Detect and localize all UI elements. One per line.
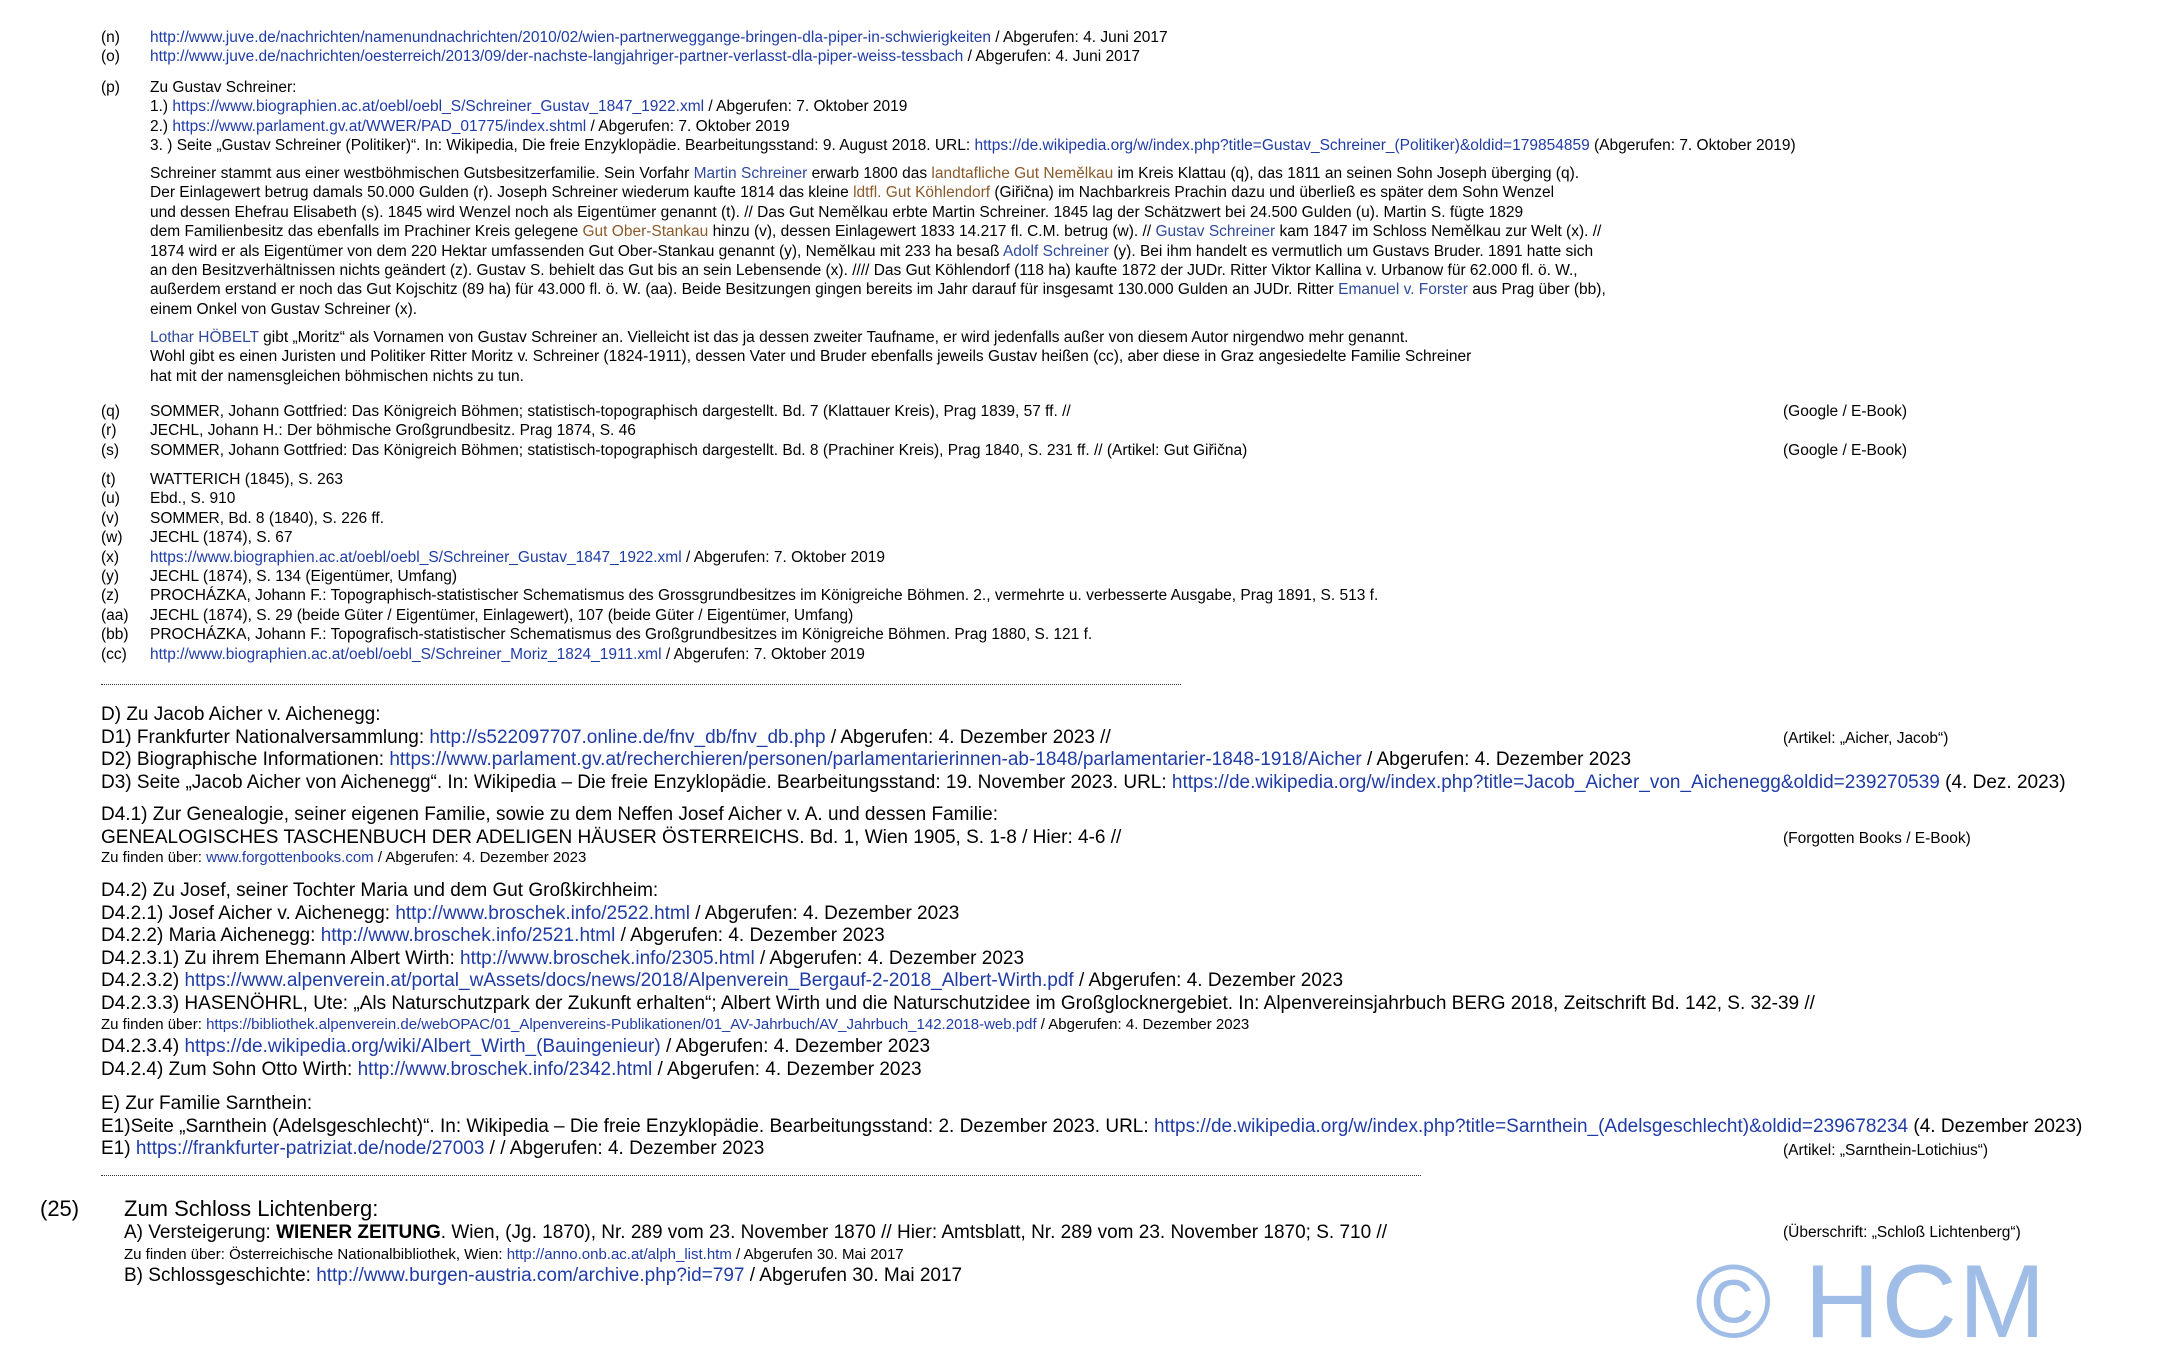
d3-link[interactable]: https://de.wikipedia.org/w/index.php?title=Jacob_Aicher_von_Aichenegg&oldid=239270539 [1171, 771, 1940, 793]
e1b-prefix: E1) [101, 1138, 136, 1160]
ref-text [150, 567, 457, 586]
ref-label: (bb) [101, 626, 129, 644]
item-prefix: D4.2.3.4) [101, 1036, 185, 1057]
ref-label: (w) [101, 529, 123, 547]
text-run: 1874 wird er als Eigentümer von dem 220 Hektar umfassenden Gut Ober-Stankau genannt (y), Nemělkau mit 233 ha besaß [150, 242, 1003, 260]
highlighted-name[interactable]: Adolf Schreiner [1002, 242, 1109, 260]
item-link[interactable]: http://www.broschek.info/2305.html [460, 947, 755, 969]
copyright-watermark: © HCM [1695, 1244, 2048, 1360]
d422-line [101, 925, 885, 948]
ref-n [0, 28, 2182, 47]
ref-suffix: JECHL (1874), S. 134 (Eigentümer, Umfang) [150, 567, 457, 585]
item-prefix: 2.) [150, 117, 173, 135]
reference-row [0, 402, 2182, 421]
e1b-suffix: / / Abgerufen: 4. Dezember 2023 [484, 1138, 765, 1160]
d3-suffix: (4. Dez. 2023) [1939, 771, 2066, 793]
paragraph-line [150, 367, 1471, 386]
d42-heading: D4.2) Zu Josef, seiner Tochter Maria und dem Gut Großkirchheim: [101, 880, 659, 901]
ref-source-note: (Google / E-Book) [1783, 403, 1908, 420]
ref-link[interactable]: http://www.juve.de/nachrichten/oesterreich/2013/09/der-nachste-langjahriger-partner-verlasst-dla-piper-weiss-tessbach [150, 48, 964, 66]
item-suffix: / Abgerufen: 4. Dezember 2023 [754, 947, 1025, 969]
find-link[interactable]: www.forgottenbooks.com [206, 849, 374, 866]
d41-find [101, 849, 586, 867]
ref-label: (z) [101, 587, 120, 605]
b-suffix: / Abgerufen 30. Mai 2017 [744, 1265, 963, 1286]
d41-note: (Forgotten Books / E-Book) [1783, 830, 1971, 847]
text-run: (Giřična) im Nachbarkreis Prachin dazu und überließ es später dem Sohn Wenzel [990, 184, 1555, 202]
item-prefix: D4.2.2) Maria Aichenegg: [101, 925, 321, 947]
ref-suffix: PROCHÁZKA, Johann F.: Topografisch-statistischer Schematismus des Großgrundbesitzes im Königreiche Böhmen. Prag 1880, S. 121 f. [150, 626, 1093, 644]
ref-suffix: Ebd., S. 910 [150, 490, 236, 508]
dotted-separator [101, 1175, 1421, 1176]
section-25-heading: Zum Schloss Lichtenberg: [124, 1196, 379, 1221]
ref-label: (y) [101, 567, 120, 585]
ref-label: (u) [101, 490, 120, 508]
a-suffix: . Wien, (Jg. 1870), Nr. 289 vom 23. November 1870 // Hier: Amtsblatt, Nr. 289 vom 23. November 1870; S. 710 // [440, 1222, 1387, 1243]
s25-a-line [124, 1222, 1387, 1245]
reference-row [0, 548, 2182, 567]
d421-line [101, 903, 959, 926]
ref-suffix: WATTERICH (1845), S. 263 [150, 471, 343, 488]
b-prefix: B) Schlossgeschichte: [124, 1265, 317, 1286]
ref-label: (aa) [101, 606, 129, 624]
dotted-separator [101, 684, 1181, 685]
paragraph-line [150, 280, 1606, 299]
section-d-heading: D) Zu Jacob Aicher v. Aichenegg: [101, 704, 381, 725]
d424-line [101, 1059, 922, 1082]
item-suffix: / Abgerufen: 4. Dezember 2023 [660, 1036, 931, 1057]
e1a-suffix: (4. Dezember 2023) [1908, 1115, 2083, 1137]
ref-text [150, 606, 853, 625]
ref-source-note: (Google / E-Book) [1783, 441, 1908, 459]
ref-label: (v) [101, 509, 120, 527]
ref-link[interactable]: http://www.juve.de/nachrichten/namenundnachrichten/2010/02/wien-partnerweggange-bringen-dla-piper-in-schwierigkeiten [150, 29, 991, 46]
ref-o [0, 47, 2182, 66]
text-run: im Kreis Klattau (q), das 1811 an seinen Sohn Joseph überging (q). [1113, 165, 1580, 182]
d41-title: GENEALOGISCHES TASCHENBUCH DER ADELIGEN HÄUSER ÖSTERREICHS. Bd. 1, Wien 1905, S. 1-8 / Hier: 4-6 // [101, 826, 1122, 848]
ref-suffix: / Abgerufen: 7. Oktober 2019 [661, 645, 865, 663]
item-prefix: 3. ) Seite „Gustav Schreiner (Politiker)“. In: Wikipedia, Die freie Enzyklopädie. Bearbeitungsstand: 9. August 2018. URL: [150, 137, 975, 155]
ref-p-item-3 [0, 136, 2182, 155]
ref-p-block [0, 78, 2182, 156]
ref-label: (n) [101, 29, 120, 46]
paragraph-line [150, 164, 1606, 183]
ref-text [150, 528, 292, 547]
highlighted-name[interactable]: Emanuel v. Forster [1338, 281, 1468, 299]
text-run: Schreiner stammt aus einer westböhmischen Gutsbesitzerfamilie. Sein Vorfahr [150, 165, 694, 182]
ref-suffix: JECHL (1874), S. 29 (beide Güter / Eigentümer, Einlagewert), 107 (beide Güter / Eigentümer, Umfang) [150, 606, 854, 624]
d2-link[interactable]: https://www.parlament.gv.at/recherchieren/personen/parlamentarierinnen-ab-1848/parlamentarier-1848-1918/Aicher [389, 749, 1362, 771]
item-link[interactable]: http://www.broschek.info/2522.html [395, 902, 690, 924]
ref-text: SOMMER, Johann Gottfried: Das Königreich Böhmen; statistisch-topographisch dargestellt. Bd. 8 (Prachiner Kreis), Prag 1840, S. 231 ff. // (Artikel: Gut Giřična) [150, 441, 1248, 459]
ref-suffix: SOMMER, Bd. 8 (1840), S. 226 ff. [150, 509, 385, 527]
reference-row [0, 586, 2182, 605]
text-run: aus Prag über (bb), [1467, 281, 1606, 299]
refs-t-cc [0, 470, 2182, 664]
paragraph-line [150, 328, 1471, 347]
reference-row [0, 645, 2182, 664]
text-run: erwarb 1800 das [807, 165, 932, 182]
ref-suffix: PROCHÁZKA, Johann F.: Topographisch-statistischer Schematismus des Grossgrundbesitzes im Königreiche Böhmen. 2., vermehrte u. verbesserte Ausgabe, Prag 1891, S. 513 f. [150, 587, 1379, 605]
text-run: Wohl gibt es einen Juristen und Politiker Ritter Moritz v. Schreiner (1824-1911), dessen Vater und Bruder ebenfalls jeweils Gustav heißen (cc), aber diese in Graz angesiedelte Familie Schreiner [150, 348, 1472, 366]
d1-note: (Artikel: „Aicher, Jacob“) [1783, 730, 1949, 747]
d4234-line [101, 1036, 930, 1059]
text-run: (y). Bei ihm handelt es vermutlich um Gustavs Bruder. 1891 hatte sich [1108, 242, 1594, 260]
d2-suffix: / Abgerufen: 4. Dezember 2023 [1361, 749, 1632, 771]
ref-text [150, 548, 885, 567]
find-prefix: Zu finden über: [101, 849, 207, 866]
d3-prefix: D3) Seite „Jacob Aicher von Aichenegg“. In: Wikipedia – Die freie Enzyklopädie. Bearbeitungsstand: 19. November 2023. URL: [101, 771, 1172, 793]
item-prefix: D4.2.1) Josef Aicher v. Aichenegg: [101, 902, 396, 924]
ref-p-item-1 [0, 97, 2182, 116]
find-suffix: / Abgerufen: 4. Dezember 2023 [373, 849, 587, 866]
highlighted-name[interactable]: landtafliche Gut Nemělkau [931, 165, 1114, 182]
reference-row [0, 528, 2182, 547]
item-link[interactable]: https://www.alpenverein.at/portal_wAssets/docs/news/2018/Alpenverein_Bergauf-2-2018_Albert-Wirth.pdf [184, 970, 1074, 992]
d1-prefix: D1) Frankfurter Nationalversammlung: [101, 726, 430, 748]
ref-text [150, 586, 1378, 605]
a-bold: WIENER ZEITUNG [276, 1222, 441, 1243]
text-run: und dessen Ehefrau Elisabeth (s). 1845 wird Wenzel noch als Eigentümer genannt (t). // Das Gut Nemělkau erbte Martin Schreiner. 1845 lag der Schätzwert bei 24.500 Gulden (u). Martin S. fügte 1829 [150, 203, 1524, 221]
paragraph-line [150, 203, 1606, 222]
paragraph-line [150, 183, 1606, 202]
item-suffix: / Abgerufen: 4. Dezember 2023 [689, 902, 960, 924]
ref-link[interactable]: https://www.biographien.ac.at/oebl/oebl_S/Schreiner_Gustav_1847_1922.xml [172, 98, 705, 116]
reference-row [0, 470, 2182, 489]
item-suffix: / Abgerufen: 4. Dezember 2023 [615, 925, 885, 947]
item-suffix: / Abgerufen: 4. Dezember 2023 [652, 1058, 922, 1080]
text-run: außerdem erstand er noch das Gut Kojschitz (89 ha) für 43.000 fl. ö. W. (aa). Beide Besitzungen gingen bereits im Jahr darauf für insgesamt 130.000 Gulden an JUDr. Ritter [150, 281, 1339, 299]
ref-text [150, 625, 1092, 644]
ref-label: (p) [101, 79, 120, 96]
find-link[interactable]: http://anno.onb.ac.at/alph_list.htm [506, 1246, 732, 1263]
text-run: kam 1847 im Schloss Nemělkau zur Welt (x). // [1275, 223, 1602, 241]
item-link[interactable]: https://de.wikipedia.org/wiki/Albert_Wirth_(Bauingenieur) [184, 1036, 661, 1057]
find-suffix: / Abgerufen: 4. Dezember 2023 [1036, 1016, 1250, 1033]
find-suffix: / Abgerufen 30. Mai 2017 [731, 1246, 904, 1263]
d4232-line [101, 970, 1343, 993]
ref-label: (q) [101, 403, 120, 420]
highlighted-name[interactable]: Lothar HÖBELT [150, 329, 259, 346]
paragraph-line [150, 347, 1471, 366]
d3-line [101, 772, 2066, 795]
s25-find [124, 1246, 904, 1264]
ref-text [150, 470, 343, 489]
d2-line [101, 749, 1631, 772]
text-run: Der Einlagewert betrug damals 50.000 Gulden (r). Joseph Schreiner wiederum kaufte 1814 das kleine [150, 184, 854, 202]
ref-label: (r) [101, 422, 117, 440]
d41-heading: D4.1) Zur Genealogie, seiner eigenen Familie, sowie zu dem Neffen Josef Aicher v. A. und dessen Familie: [101, 804, 998, 825]
item-link[interactable]: http://www.broschek.info/2521.html [320, 925, 616, 947]
ref-text [150, 509, 384, 528]
e1b-note: (Artikel: „Sarnthein-Lotichius“) [1783, 1142, 1989, 1159]
paragraph-line [150, 222, 1606, 241]
text-run: gibt „Moritz“ als Vornamen von Gustav Schreiner an. Vielleicht ist das ja dessen zweiter Taufname, er wird jedenfalls außer von diesem Autor nirgendwo mehr genannt. [258, 329, 1409, 346]
e1b-line [101, 1138, 764, 1161]
ref-suffix: / Abgerufen: 7. Oktober 2019 [586, 117, 790, 135]
item-link[interactable]: http://www.broschek.info/2342.html [357, 1058, 653, 1080]
s25-b-line [124, 1265, 962, 1288]
d4233-find [101, 1016, 1249, 1034]
d4233-line: D4.2.3.3) HASENÖHRL, Ute: „Als Naturschutzpark der Zukunft erhalten“; Albert Wirth und die Naturschutzidee im Großglocknergebiet. In: Alpenvereinsjahrbuch BERG 2018, Zeitschrift Bd. 142, S. 32-39 // [101, 993, 1815, 1014]
find-link[interactable]: https://bibliothek.alpenverein.de/webOPAC/01_Alpenvereins-Publikationen/01_AV-Jahrbuch/AV_Jahrbuch_142.2018-web.pdf [206, 1016, 1037, 1033]
ref-label: (o) [101, 48, 120, 66]
ref-label: (cc) [101, 645, 127, 663]
ref-suffix: / Abgerufen: 7. Oktober 2019 [681, 548, 886, 566]
find-prefix: Zu finden über: Österreichische Nationalbibliothek, Wien: [124, 1246, 507, 1263]
ref-suffix: / Abgerufen: 4. Juni 2017 [963, 48, 1140, 66]
d4231-line [101, 948, 1024, 971]
item-suffix: / Abgerufen: 4. Dezember 2023 [1073, 970, 1344, 992]
ref-suffix: JECHL (1874), S. 67 [150, 529, 293, 547]
e1b-link[interactable]: https://frankfurter-patriziat.de/node/27003 [135, 1138, 485, 1160]
ref-text: SOMMER, Johann Gottfried: Das Königreich Böhmen; statistisch-topographisch dargestellt. Bd. 7 (Klattauer Kreis), Prag 1839, 57 ff. // [150, 403, 1071, 420]
reference-row [0, 606, 2182, 625]
text-run: einem Onkel von Gustav Schreiner (x). [150, 300, 418, 318]
ref-text: JECHL, Johann H.: Der böhmische Großgrundbesitz. Prag 1874, S. 46 [150, 422, 636, 440]
highlighted-name[interactable]: ldtfl. Gut Köhlendorf [853, 184, 991, 202]
e1a-prefix: E1)Seite „Sarnthein (Adelsgeschlecht)“. In: Wikipedia – Die freie Enzyklopädie. Bearbeitungsstand: 2. Dezember 2023. URL: [101, 1115, 1154, 1137]
ref-suffix: / Abgerufen: 4. Juni 2017 [990, 29, 1168, 46]
section-e-heading: E) Zur Familie Sarnthein: [101, 1093, 313, 1114]
item-prefix: D4.2.4) Zum Sohn Otto Wirth: [101, 1058, 358, 1080]
highlighted-name[interactable]: Martin Schreiner [693, 165, 808, 182]
ref-link[interactable]: https://www.biographien.ac.at/oebl/oebl_S/Schreiner_Gustav_1847_1922.xml [150, 548, 682, 566]
reference-row [0, 625, 2182, 644]
text-run: hat mit der namensgleichen böhmischen nichts zu tun. [150, 367, 524, 385]
ref-suffix: (Abgerufen: 7. Oktober 2019) [1589, 137, 1796, 155]
reference-row [0, 441, 2182, 460]
paragraph-hoebelt-note [150, 328, 1471, 386]
d1-line [101, 727, 1111, 750]
ref-p-item-2 [0, 117, 2182, 136]
highlighted-name[interactable]: Gut Ober-Stankau [582, 223, 709, 241]
ref-link[interactable]: https://www.parlament.gv.at/WWER/PAD_01775/index.shtml [172, 117, 587, 135]
ref-p-heading: Zu Gustav Schreiner: [150, 79, 297, 96]
highlighted-name[interactable]: Gustav Schreiner [1155, 223, 1276, 241]
paragraph-line [150, 300, 1606, 319]
e1a-line [101, 1116, 2082, 1139]
refs-q-s [0, 402, 2182, 460]
d1-link[interactable]: http://s522097707.online.de/fnv_db/fnv_db.php [429, 726, 826, 748]
ref-link[interactable]: https://de.wikipedia.org/w/index.php?title=Gustav_Schreiner_(Politiker)&oldid=179854859 [974, 137, 1590, 155]
reference-row [0, 421, 2182, 440]
ref-text [150, 489, 235, 508]
a-prefix: A) Versteigerung: [124, 1222, 277, 1243]
paragraph-schreiner-family [150, 164, 1606, 319]
text-run: dem Familienbesitz das ebenfalls im Prachiner Kreis gelegene [150, 223, 583, 241]
find-prefix: Zu finden über: [101, 1016, 207, 1033]
item-prefix: D4.2.3.1) Zu ihrem Ehemann Albert Wirth: [101, 947, 461, 969]
text-run: hinzu (v), dessen Einlagewert 1833 14.217 fl. C.M. betrug (w). // [708, 223, 1156, 241]
paragraph-line [150, 261, 1606, 280]
ref-text [150, 645, 865, 664]
s25-a-note: (Überschrift: „Schloß Lichtenberg“) [1783, 1224, 2021, 1241]
ref-label: (t) [101, 471, 116, 488]
reference-row [0, 489, 2182, 508]
ref-link[interactable]: http://www.biographien.ac.at/oebl/oebl_S/Schreiner_Moriz_1824_1911.xml [150, 645, 662, 663]
d1-suffix: / Abgerufen: 4. Dezember 2023 // [825, 726, 1111, 748]
item-prefix: 1.) [150, 98, 173, 116]
section-number: (25) [40, 1196, 80, 1221]
item-prefix: D4.2.3.2) [101, 970, 185, 992]
ref-label: (x) [101, 548, 120, 566]
refs-n-o [0, 28, 2182, 67]
text-run: an den Besitzverhältnissen nichts geändert (z). Gustav S. behielt das Gut bis an sein Lebensende (x). //// Das Gut Köhlendorf (118 ha) kaufte 1872 der JUDr. Ritter Viktor Kallina v. Urbanow für 62.000 fl. ö. W., [150, 261, 1578, 279]
reference-row [0, 567, 2182, 586]
ref-label: (s) [101, 441, 120, 459]
e1a-link[interactable]: https://de.wikipedia.org/w/index.php?title=Sarnthein_(Adelsgeschlecht)&oldid=239678234 [1153, 1115, 1909, 1137]
b-link[interactable]: http://www.burgen-austria.com/archive.php?id=797 [316, 1265, 745, 1286]
d2-prefix: D2) Biographische Informationen: [101, 749, 390, 771]
paragraph-line [150, 242, 1606, 261]
reference-row [0, 509, 2182, 528]
ref-suffix: / Abgerufen: 7. Oktober 2019 [704, 98, 908, 116]
